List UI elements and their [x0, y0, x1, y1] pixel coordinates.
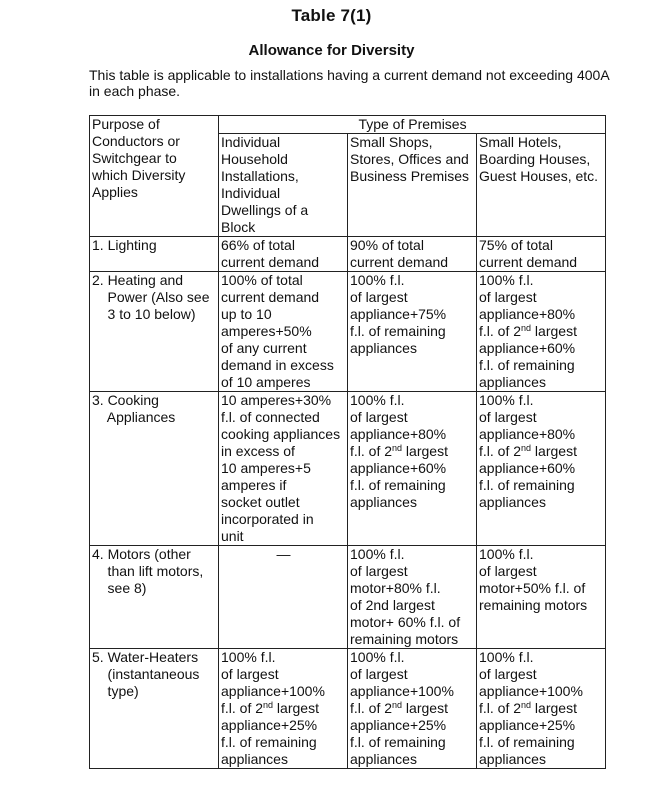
cell-hotels: 75% of total current demand [477, 237, 606, 272]
purpose-cell: 5. Water-Heaters (instantaneous type) [90, 649, 219, 769]
purpose-cell: 4. Motors (other than lift motors, see 8) [90, 546, 219, 649]
cell-individual [219, 649, 348, 769]
purpose-header: Purpose of Conductors or Switchgear to which Diversity Applies [90, 116, 219, 237]
ordinal-suffix: nd [521, 700, 532, 710]
purpose-cell: 1. Lighting [90, 237, 219, 272]
cell-shops: 90% of total current demand [348, 237, 477, 272]
cell-text: 100% f.l. of largest appliance+80% f.l. of 2 [350, 392, 447, 459]
ordinal-suffix: nd [521, 323, 532, 333]
cell-hotels [477, 649, 606, 769]
cell-text: 100% f.l. of largest appliance+100% f.l. of 2 [221, 649, 325, 716]
cell-shops [348, 649, 477, 769]
table-subtitle: Allowance for Diversity [248, 42, 415, 59]
ordinal-suffix: nd [392, 443, 403, 453]
cell-shops [348, 392, 477, 546]
cell-individual: 10 amperes+30% f.l. of connected cooking appliances in excess of 10 amperes+5 amperes if socket outlet incorporated in unit [219, 392, 348, 546]
cell-hotels [477, 392, 606, 546]
cell-individual: 66% of total current demand [219, 237, 348, 272]
cell-text: largest appliance+60% f.l. of remaining appliances [350, 443, 448, 510]
cell-hotels [477, 272, 606, 392]
cell-text: 100% f.l. of largest appliance+100% f.l. of 2 [479, 649, 583, 716]
type-of-premises-header: Type of Premises [219, 116, 606, 134]
cell-text: largest appliance+25% f.l. of remaining appliances [221, 700, 319, 767]
ordinal-suffix: nd [392, 700, 403, 710]
intro-paragraph: This table is applicable to installations having a current demand not exceeding 400A in each phase. [89, 67, 609, 99]
cell-individual: — [219, 546, 348, 649]
column-header-shops: Small Shops, Stores, Offices and Business Premises [348, 134, 477, 237]
cell-text: 100% f.l. of largest appliance+80% f.l. of 2 [479, 392, 576, 459]
cell-hotels: 100% f.l. of largest motor+50% f.l. of remaining motors [477, 546, 606, 649]
column-header-hotels: Small Hotels, Boarding Houses, Guest Houses, etc. [477, 134, 606, 237]
purpose-cell: 3. Cooking Appliances [90, 392, 219, 546]
cell-text: largest appliance+25% f.l. of remaining appliances [350, 700, 448, 767]
cell-text: 100% f.l. of largest appliance+80% f.l. of 2 [479, 272, 576, 339]
table-row-motors [90, 546, 606, 649]
cell-shops: 100% f.l. of largest appliance+75% f.l. of remaining appliances [348, 272, 477, 392]
ordinal-suffix: nd [263, 700, 274, 710]
cell-text: largest appliance+60% f.l. of remaining appliances [479, 323, 577, 390]
column-header-individual: Individual Household Installations, Individual Dwellings of a Block [219, 134, 348, 237]
cell-text: largest appliance+60% f.l. of remaining appliances [479, 443, 577, 510]
table-row-water-heaters [90, 649, 606, 769]
table-header-row [90, 116, 606, 134]
cell-shops: 100% f.l. of largest motor+80% f.l. of 2nd largest motor+ 60% f.l. of remaining motors [348, 546, 477, 649]
table-title: Table 7(1) [291, 6, 372, 25]
cell-text: 100% f.l. of largest appliance+100% f.l. of 2 [350, 649, 454, 716]
cell-individual: 100% of total current demand up to 10 amperes+50% of any current demand in excess of 10 amperes [219, 272, 348, 392]
ordinal-suffix: nd [521, 443, 532, 453]
table-row-lighting [90, 237, 606, 272]
table-row-heating [90, 272, 606, 392]
purpose-cell: 2. Heating and Power (Also see 3 to 10 below) [90, 272, 219, 392]
table-row-cooking [90, 392, 606, 546]
cell-text: largest appliance+25% f.l. of remaining appliances [479, 700, 577, 767]
diversity-table [89, 115, 606, 769]
